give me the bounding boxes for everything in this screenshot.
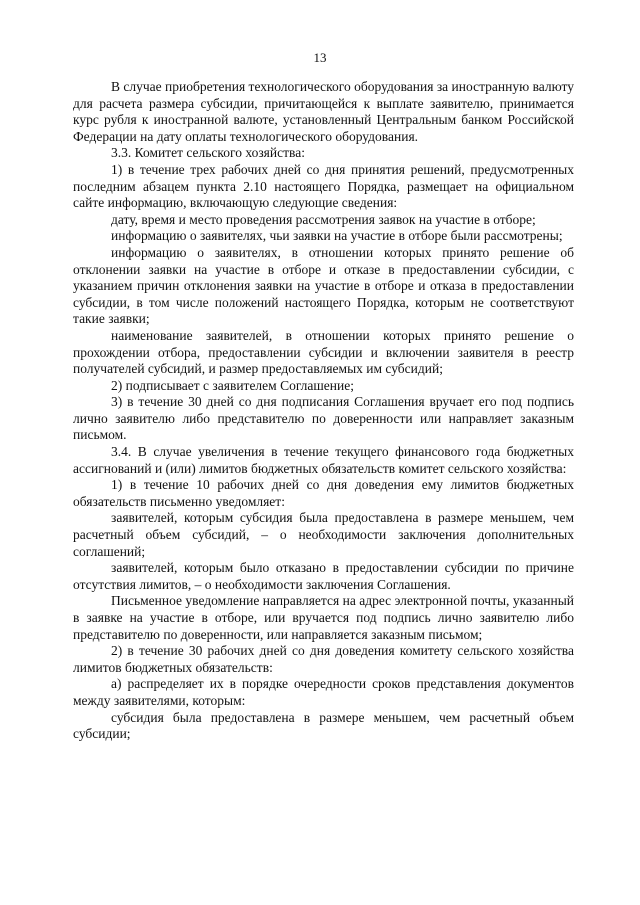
paragraph: информацию о заявителях, в отношении которых принято решение об отклонении заявки на участие в отборе и отказе в предоставлении субсидии, с указанием причин отклонения заявки на участие в отборе и отказа в предоставлении субсидии, в том числе положений настоящего Порядка, которым не соответствуют такие заявки;: [73, 244, 574, 327]
document-body: [73, 79, 574, 743]
paragraph: В случае приобретения технологического оборудования за иностранную валюту для расчета размера субсидии, причитающейся к выплате заявителю, принимается курс рубля к иностранной валюте, установленный Центральным банком Российской Федерации на дату оплаты технологического оборудования.: [73, 79, 574, 144]
paragraph: 1) в течение 10 рабочих дней со дня доведения ему лимитов бюджетных обязательств письменно уведомляет:: [73, 477, 574, 509]
paragraph: 3) в течение 30 дней со дня подписания Соглашения вручает его под подпись лично заявителю либо представителю по доверенности или направляет заказным письмом.: [73, 394, 574, 443]
paragraph: 3.4. В случае увеличения в течение текущего финансового года бюджетных ассигнований и (или) лимитов бюджетных обязательств комитет сельского хозяйства:: [73, 444, 574, 476]
paragraph: а) распределяет их в порядке очередности сроков представления документов между заявителями, которым:: [73, 676, 574, 708]
paragraph: дату, время и место проведения рассмотрения заявок на участие в отборе;: [111, 211, 536, 227]
paragraph: 1) в течение трех рабочих дней со дня принятия решений, предусмотренных последним абзацем пункта 2.10 настоящего Порядка, размещает на официальном сайте информацию, включающую следующие сведения:: [73, 161, 574, 211]
paragraph: 2) подписывает с заявителем Соглашение;: [111, 377, 354, 393]
paragraph: Письменное уведомление направляется на адрес электронной почты, указанный в заявке на участие в отборе, или вручается под подпись лично заявителю либо представителю по доверенности, или направляется заказным письмом;: [73, 593, 574, 642]
paragraph: 3.3. Комитет сельского хозяйства:: [111, 145, 305, 161]
paragraph: 2) в течение 30 рабочих дней со дня доведения комитету сельского хозяйства лимитов бюджетных обязательств:: [73, 643, 574, 675]
paragraph: субсидия была предоставлена в размере меньшем, чем расчетный объем субсидии;: [73, 709, 574, 742]
paragraph: заявителей, которым было отказано в предоставлении субсидии по причине отсутствия лимитов, – о необходимости заключения Соглашения.: [73, 560, 574, 592]
paragraph: наименование заявителей, в отношении которых принято решение о прохождении отбора, предоставлении субсидии и включении заявителя в реестр получателей субсидий, и размер предоставляемых им субсидий;: [73, 327, 574, 377]
paragraph: информацию о заявителях, чьи заявки на участие в отборе были рассмотрены;: [111, 228, 563, 244]
paragraph: заявителей, которым субсидия была предоставлена в размере меньшем, чем расчетный объем субсидий, – о необходимости заключения дополнительных соглашений;: [73, 510, 574, 559]
page-number: 13: [313, 50, 327, 65]
